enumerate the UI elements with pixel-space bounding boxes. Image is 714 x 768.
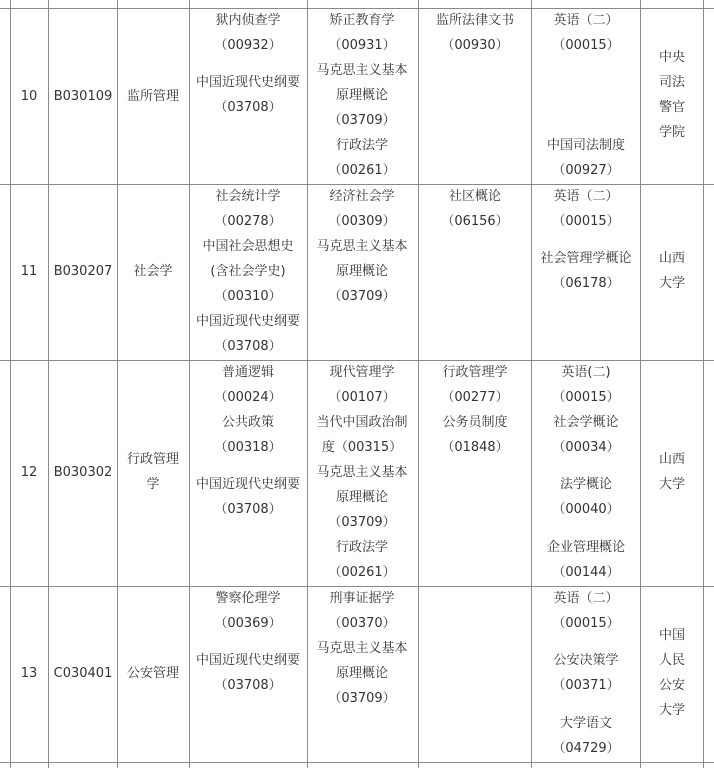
course-name: 公安决策学 xyxy=(553,653,619,668)
school-name: 学院 xyxy=(658,125,686,140)
table-border xyxy=(10,0,11,768)
course-name: 中国近现代史纲要 xyxy=(195,314,301,329)
school-name: 山西 xyxy=(658,251,686,266)
course-name: 英语（二） xyxy=(553,189,619,204)
course-code: （00932） xyxy=(214,38,282,53)
course-code: （00930） xyxy=(441,38,509,53)
course-code: （00261） xyxy=(328,565,396,580)
major-code: C030401 xyxy=(53,666,113,681)
course-name: 英语（二） xyxy=(553,13,619,28)
course-name: 马克思主义基本 xyxy=(316,239,408,254)
major-name: 公安管理 xyxy=(126,666,180,681)
course-code: （00024） xyxy=(214,390,282,405)
course-code: （00277） xyxy=(441,390,509,405)
major-code: B030302 xyxy=(53,465,113,480)
table-border xyxy=(0,762,714,763)
table-border xyxy=(48,0,49,768)
course-code: （00369） xyxy=(214,616,282,631)
major-name: 行政管理 xyxy=(126,452,180,467)
school-name: 司法 xyxy=(658,75,686,90)
course-name: 行政法学 xyxy=(335,138,389,153)
course-name: 原理概论 xyxy=(335,666,389,681)
school-name: 公安 xyxy=(658,678,686,693)
course-name: 马克思主义基本 xyxy=(316,465,408,480)
school-name: 人民 xyxy=(658,653,686,668)
school-name: 大学 xyxy=(658,477,686,492)
row-number: 11 xyxy=(20,264,38,279)
course-code: （00310） xyxy=(214,289,282,304)
course-code: （00927） xyxy=(552,163,620,178)
course-name: 中国司法制度 xyxy=(546,138,626,153)
course-name: 行政管理学 xyxy=(442,365,508,380)
table-border xyxy=(307,0,308,768)
school-name: 警官 xyxy=(658,100,686,115)
table-border xyxy=(0,184,714,185)
course-name: 社会统计学 xyxy=(215,189,281,204)
course-name: 中国社会思想史 xyxy=(202,239,294,254)
major-name: 学 xyxy=(146,477,160,492)
course-name: 法学概论 xyxy=(559,477,613,492)
major-code: B030207 xyxy=(53,264,113,279)
course-name: 当代中国政治制 xyxy=(316,415,408,430)
table-border xyxy=(0,360,714,361)
course-code: （00931） xyxy=(328,38,396,53)
course-code: （03709） xyxy=(328,113,396,128)
course-name: 公共政策 xyxy=(221,415,275,430)
table-border xyxy=(703,0,704,768)
course-name: 企业管理概论 xyxy=(546,540,626,555)
course-name: 马克思主义基本 xyxy=(316,63,408,78)
course-name: 狱内侦查学 xyxy=(215,13,281,28)
course-code: （00015） xyxy=(552,616,620,631)
course-name: (含社会学史) xyxy=(210,264,286,279)
course-code: （03708） xyxy=(214,339,282,354)
school-name: 中国 xyxy=(658,628,686,643)
course-name: 监所法律文书 xyxy=(435,13,515,28)
course-code: （00015） xyxy=(552,214,620,229)
school-name: 山西 xyxy=(658,452,686,467)
major-name: 监所管理 xyxy=(126,89,180,104)
course-name: 英语（二） xyxy=(553,591,619,606)
course-code: （00040） xyxy=(552,502,620,517)
course-name: 英语(二) xyxy=(561,365,611,380)
course-name: 警察伦理学 xyxy=(215,591,281,606)
table-border xyxy=(640,0,641,768)
course-code: （00309） xyxy=(328,214,396,229)
course-code: （03708） xyxy=(214,502,282,517)
major-name: 社会学 xyxy=(133,264,173,279)
course-code: （00107） xyxy=(328,390,396,405)
course-code: （00318） xyxy=(214,440,282,455)
course-code: （00370） xyxy=(328,616,396,631)
course-code: （03709） xyxy=(328,289,396,304)
table-border xyxy=(0,586,714,587)
course-name: 社区概论 xyxy=(448,189,502,204)
course-code: （00015） xyxy=(552,38,620,53)
row-number: 10 xyxy=(20,89,38,104)
course-name: 原理概论 xyxy=(335,88,389,103)
course-name: 矫正教育学 xyxy=(329,13,395,28)
course-name: 马克思主义基本 xyxy=(316,641,408,656)
course-name: 中国近现代史纲要 xyxy=(195,653,301,668)
row-number: 13 xyxy=(20,666,38,681)
school-name: 中央 xyxy=(658,50,686,65)
course-code: （03708） xyxy=(214,100,282,115)
course-code: （00015） xyxy=(552,390,620,405)
course-name: 普通逻辑 xyxy=(221,365,275,380)
table-border xyxy=(418,0,419,768)
course-code: （00261） xyxy=(328,163,396,178)
course-name: 原理概论 xyxy=(335,490,389,505)
course-name: 原理概论 xyxy=(335,264,389,279)
course-name: 中国近现代史纲要 xyxy=(195,477,301,492)
course-code: （00278） xyxy=(214,214,282,229)
course-code: 度（00315） xyxy=(321,440,403,455)
table-border xyxy=(0,8,714,9)
course-name: 行政法学 xyxy=(335,540,389,555)
course-code: （00034） xyxy=(552,440,620,455)
major-code: B030109 xyxy=(53,89,113,104)
course-code: （03709） xyxy=(328,515,396,530)
course-code: （00371） xyxy=(552,678,620,693)
course-code: （04729） xyxy=(552,741,620,756)
course-name: 刑事证据学 xyxy=(329,591,395,606)
course-code: （06156） xyxy=(441,214,509,229)
course-code: （01848） xyxy=(441,440,509,455)
course-name: 社会管理学概论 xyxy=(540,251,632,266)
course-code: （03708） xyxy=(214,678,282,693)
course-name: 大学语文 xyxy=(559,716,613,731)
table-border xyxy=(117,0,118,768)
course-name: 公务员制度 xyxy=(442,415,508,430)
course-code: （03709） xyxy=(328,691,396,706)
course-code: （00144） xyxy=(552,565,620,580)
course-name: 中国近现代史纲要 xyxy=(195,75,301,90)
table-border xyxy=(531,0,532,768)
course-name: 经济社会学 xyxy=(329,189,395,204)
row-number: 12 xyxy=(20,465,38,480)
table-border xyxy=(189,0,190,768)
course-name: 现代管理学 xyxy=(329,365,395,380)
school-name: 大学 xyxy=(658,276,686,291)
course-name: 社会学概论 xyxy=(553,415,619,430)
course-code: （06178） xyxy=(552,276,620,291)
school-name: 大学 xyxy=(658,703,686,718)
